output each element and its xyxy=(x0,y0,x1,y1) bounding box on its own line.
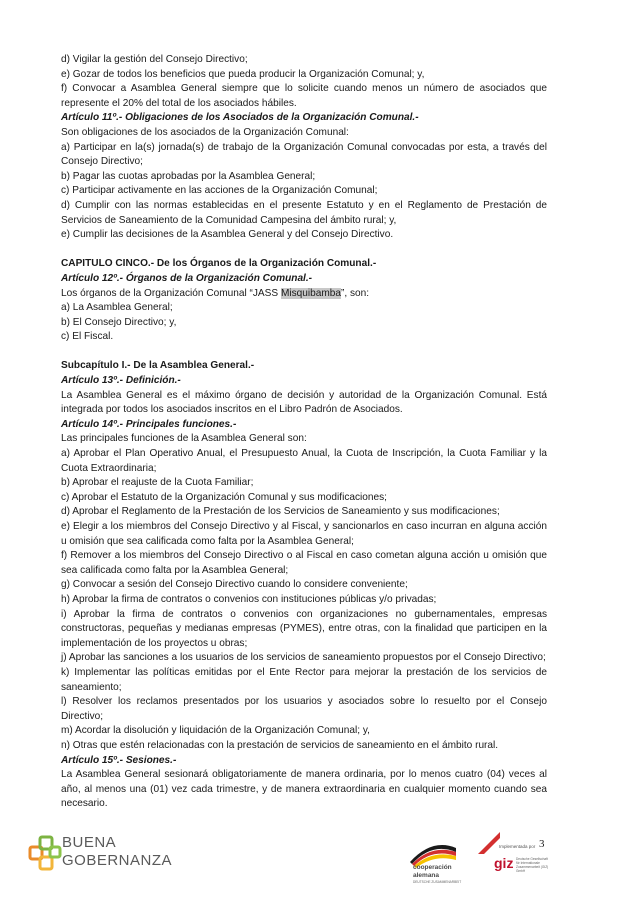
article-heading: Artículo 12º.- Órganos de la Organización Comunal.- xyxy=(61,272,313,284)
paragraph: Las principales funciones de la Asamblea General son: xyxy=(61,433,307,445)
paragraph: h) Aprobar la firma de contratos o convenios con instituciones públicas y/o privadas; xyxy=(61,593,437,605)
paragraph: e) Gozar de todos los beneficios que pueda producir la Organización Comunal; y, xyxy=(61,68,425,80)
text-run: ”, son: xyxy=(340,287,370,299)
paragraph: g) Convocar a sesión del Consejo Directivo cuando lo considere conveniente; xyxy=(61,579,408,591)
paragraph: f) Convocar a Asamblea General siempre que lo solicite cuando menos un número de asociados que represente el 20% del total de los asociados hábiles. xyxy=(61,83,547,109)
paragraph: e) Elegir a los miembros del Consejo Directivo y al Fiscal, y sancionarlos en caso incurran en alguna acción u omisión que sea calificada como falta por la Asamblea General; xyxy=(61,521,547,547)
subchapter-heading: Subcapítulo I.- De la Asamblea General.- xyxy=(61,360,255,372)
paragraph: b) Pagar las cuotas aprobadas por la Asamblea General; xyxy=(61,170,316,182)
paragraph: Son obligaciones de los asociados de la Organización Comunal: xyxy=(61,126,349,138)
logo-text-buena: BUENA xyxy=(62,834,117,851)
paragraph: i) Aprobar la firma de contratos o convenios con organizaciones no gubernamentales, empresas constructoras, pequeñas y medianas empresas (PYMES), entre otras, con la finalidad que participen en la implementación de los proyectos u obras; xyxy=(61,608,547,649)
paragraph: j) Aprobar las sanciones a los usuarios de los servicios de saneamiento propuestos por el Consejo Directivo; xyxy=(61,652,546,664)
paragraph: La Asamblea General es el máximo órgano de decisión y autoridad de la Organización Comunal. Está integrada por todos los asociados inscritos en el Libro Padrón de Asociados. xyxy=(61,389,547,416)
paragraph: La Asamblea General sesionará obligatoriamente de manera ordinaria, por lo menos cuatro (04) veces al año, al menos una (01) vez cada trimestre, y de manera extraordinaria en cualquier momento cuando sea necesario. xyxy=(61,769,547,810)
paragraph: k) Implementar las políticas emitidas por el Ente Rector para mejorar la prestación de los servicios de saneamiento; xyxy=(61,666,547,693)
page-number: 3 xyxy=(539,838,545,850)
giz-logo: giz xyxy=(494,855,514,871)
highlighted-name: Misquibamba xyxy=(280,287,341,299)
coop-text-line1: cooperación xyxy=(413,864,452,871)
logo-text-gobernanza: GOBERNANZA xyxy=(62,852,173,869)
paragraph: d) Aprobar el Reglamento de la Prestación de los Servicios de Saneamiento y sus modificaciones; xyxy=(61,506,500,518)
spacer xyxy=(61,243,547,258)
article-heading: Artículo 14º.- Principales funciones.- xyxy=(61,418,237,430)
coop-text-line3: DEUTSCHE ZUSAMMENARBEIT xyxy=(413,880,462,884)
paragraph: a) La Asamblea General; xyxy=(61,302,173,314)
paragraph: a) Aprobar el Plan Operativo Anual, el Presupuesto Anual, la Cuota de Inscripción, la Cuota Familiar y la Cuota Extraordinaria; xyxy=(61,448,547,474)
paragraph: b) Aprobar el reajuste de la Cuota Familiar; xyxy=(61,477,254,489)
paragraph: a) Participar en la(s) jornada(s) de trabajo de la Organización Comunal convocadas por esta, a través del Consejo Directivo; xyxy=(61,141,547,168)
giz-implemented-label: Implementada por xyxy=(499,844,536,849)
text-run: Los órganos de la Organización Comunal “JASS xyxy=(61,287,281,299)
chapter-heading: CAPITULO CINCO.- De los Órganos de la Organización Comunal.- xyxy=(61,258,377,270)
paragraph: b) El Consejo Directivo; y, xyxy=(61,316,177,328)
paragraph: n) Otras que estén relacionadas con la prestación de servicios de saneamiento en el ámbito rural. xyxy=(61,739,499,751)
paragraph: d) Vigilar la gestión del Consejo Directivo; xyxy=(61,54,248,65)
paragraph: f) Remover a los miembros del Consejo Directivo o al Fiscal en caso cometan alguna acción u omisión que sea calificada como falta por la Asamblea General; xyxy=(61,550,547,576)
paragraph xyxy=(61,287,547,302)
peru-flag-corner-icon xyxy=(478,832,500,854)
giz-subtitle: Deutsche Gesellschaft für Internationale Zusammenarbeit (GIZ) GmbH xyxy=(516,857,549,873)
paragraph: c) Participar activamente en las acciones de la Organización Comunal; xyxy=(61,185,378,197)
coop-text-line2: alemana xyxy=(413,872,440,879)
paragraph: e) Cumplir las decisiones de la Asamblea General y del Consejo Directivo. xyxy=(61,229,394,241)
article-heading: Artículo 15º.- Sesiones.- xyxy=(61,754,177,766)
paragraph: d) Cumplir con las normas establecidas en el presente Estatuto y en el Reglamento de Prestación de Servicios de Saneamiento de la Comunidad Campesina del ámbito rural; y, xyxy=(61,199,547,226)
paragraph: m) Acordar la disolución y liquidación de la Organización Comunal; y, xyxy=(61,725,370,737)
paragraph: c) El Fiscal. xyxy=(61,331,114,343)
spacer xyxy=(61,345,547,360)
document-body xyxy=(61,53,547,812)
article-heading: Artículo 13º.- Definición.- xyxy=(61,375,181,387)
paragraph: c) Aprobar el Estatuto de la Organización Comunal y sus modificaciones; xyxy=(61,491,387,503)
article-heading: Artículo 11º.- Obligaciones de los Asociados de la Organización Comunal.- xyxy=(61,112,419,124)
paragraph: l) Resolver los reclamos presentados por los usuarios y asociados sobre lo resuelto por el Consejo Directivo; xyxy=(61,696,547,722)
